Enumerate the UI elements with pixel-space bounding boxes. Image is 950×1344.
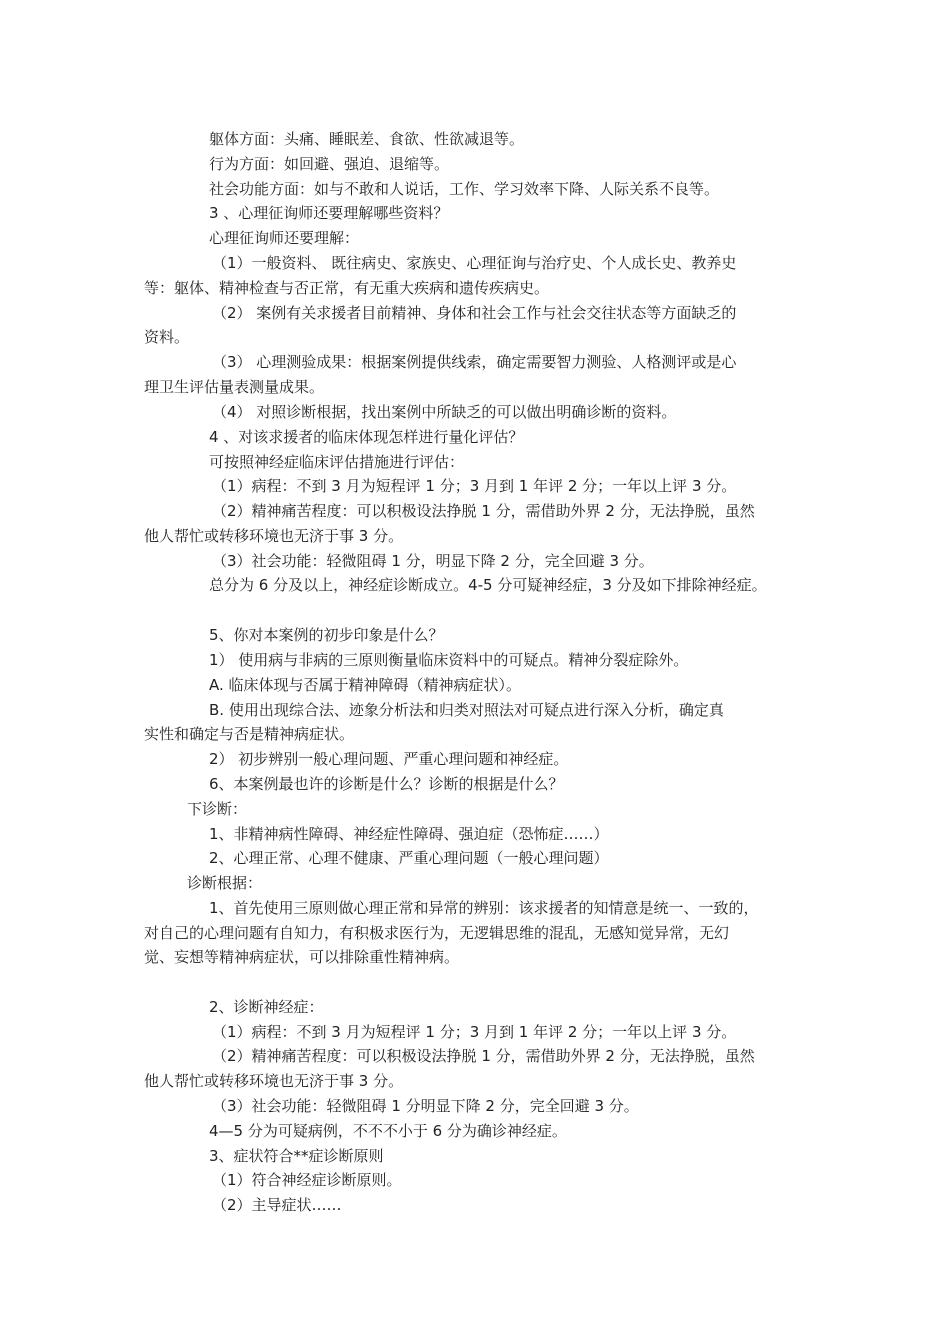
text-line: 他人帮忙或转移环境也无济于事 3 分。 (144, 1072, 404, 1090)
text-line: 4 、对该求援者的临床体现怎样进行量化评估？ (209, 428, 524, 446)
text-line: 资料。 (144, 328, 190, 346)
text-line: 4—5 分为可疑病例，不不不小于 6 分为确诊神经症。 (209, 1122, 567, 1140)
text-line: 3、症状符合**症诊断原则 (209, 1147, 384, 1165)
text-line: 1） 使用病与非病的三原则衡量临床资料中的可疑点。精神分裂症除外。 (209, 651, 689, 669)
text-line: （2）精神痛苦程度：可以积极设法挣脱 1 分，需借助外界 2 分，无法挣脱，虽然 (212, 1047, 755, 1065)
text-line: （2） 案例有关求援者目前精神、身体和社会工作与社会交往状态等方面缺乏的 (212, 304, 737, 322)
text-line: （1）符合神经症诊断原则。 (212, 1171, 402, 1189)
text-line: 5、你对本案例的初步印象是什么？ (209, 626, 444, 644)
text-line: B. 使用出现综合法、迹象分析法和归类对照法对可疑点进行深入分析，确定真 (209, 701, 724, 719)
text-line: （3）社会功能：轻微阻碍 1 分明显下降 2 分，完全回避 3 分。 (212, 1097, 639, 1115)
text-line: 觉、妄想等精神病症状，可以排除重性精神病。 (144, 948, 460, 966)
text-line: 理卫生评估量表测量成果。 (144, 378, 325, 396)
text-line: A. 临床体现与否属于精神障碍（精神病症状）。 (209, 676, 522, 694)
text-line: （1）病程：不到 3 月为短程评 1 分；3 月到 1 年评 2 分；一年以上评 3 分。 (212, 1023, 737, 1041)
text-line: 实性和确定与否是精神病症状。 (144, 725, 355, 743)
text-line: （3）社会功能：轻微阻碍 1 分，明显下降 2 分，完全回避 3 分。 (212, 552, 654, 570)
text-line: （1）一般资料、 既往病史、家族史、心理征询与治疗史、个人成长史、教养史 (212, 254, 737, 272)
text-line: 3 、心理征询师还要理解哪些资料？ (209, 204, 449, 222)
text-line: 6、本案例最也许的诊断是什么？诊断的根据是什么？ (209, 775, 564, 793)
text-line: 1、非精神病性障碍、神经症性障碍、强迫症（恐怖症……） (209, 825, 609, 843)
text-line: 总分为 6 分及以上，神经症诊断成立。4-5 分可疑神经症，3 分及如下排除神经症。 (209, 576, 767, 594)
text-line: 对自己的心理问题有自知力，有积极求医行为，无逻辑思维的混乱，无感知觉异常，无幻 (144, 924, 730, 942)
text-line: 躯体方面：头痛、睡眠差、食欲、性欲减退等。 (209, 130, 525, 148)
text-line: （1）病程：不到 3 月为短程评 1 分；3 月到 1 年评 2 分；一年以上评 3 分。 (212, 477, 737, 495)
text-line: 社会功能方面：如与不敢和人说话，工作、学习效率下降、人际关系不良等。 (209, 180, 720, 198)
text-line: （3） 心理测验成果：根据案例提供线索，确定需要智力测验、人格测评或是心 (212, 353, 737, 371)
text-line: 下诊断： (187, 800, 248, 818)
text-line: （2）主导症状…… (212, 1196, 342, 1214)
text-line: （2）精神痛苦程度：可以积极设法挣脱 1 分，需借助外界 2 分，无法挣脱，虽然 (212, 502, 755, 520)
text-line: 他人帮忙或转移环境也无济于事 3 分。 (144, 527, 404, 545)
text-line: 等：躯体、精神检查与否正常，有无重大疾病和遗传疾病史。 (144, 279, 550, 297)
text-line: 诊断根据： (187, 874, 263, 892)
text-line: （4） 对照诊断根据，找出案例中所缺乏的可以做出明确诊断的资料。 (212, 403, 677, 421)
text-line: 2） 初步辨别一般心理问题、严重心理问题和神经症。 (209, 750, 569, 768)
text-line: 2、诊断神经症： (209, 998, 324, 1016)
text-line: 心理征询师还要理解： (209, 229, 360, 247)
text-line: 可按照神经症临床评估措施进行评估： (209, 453, 465, 471)
text-line: 1、首先使用三原则做心理正常和异常的辨别：该求援者的知情意是统一、一致的， (209, 899, 759, 917)
text-line: 2、心理正常、心理不健康、严重心理问题（一般心理问题） (209, 849, 609, 867)
text-line: 行为方面：如回避、强迫、退缩等。 (209, 155, 450, 173)
